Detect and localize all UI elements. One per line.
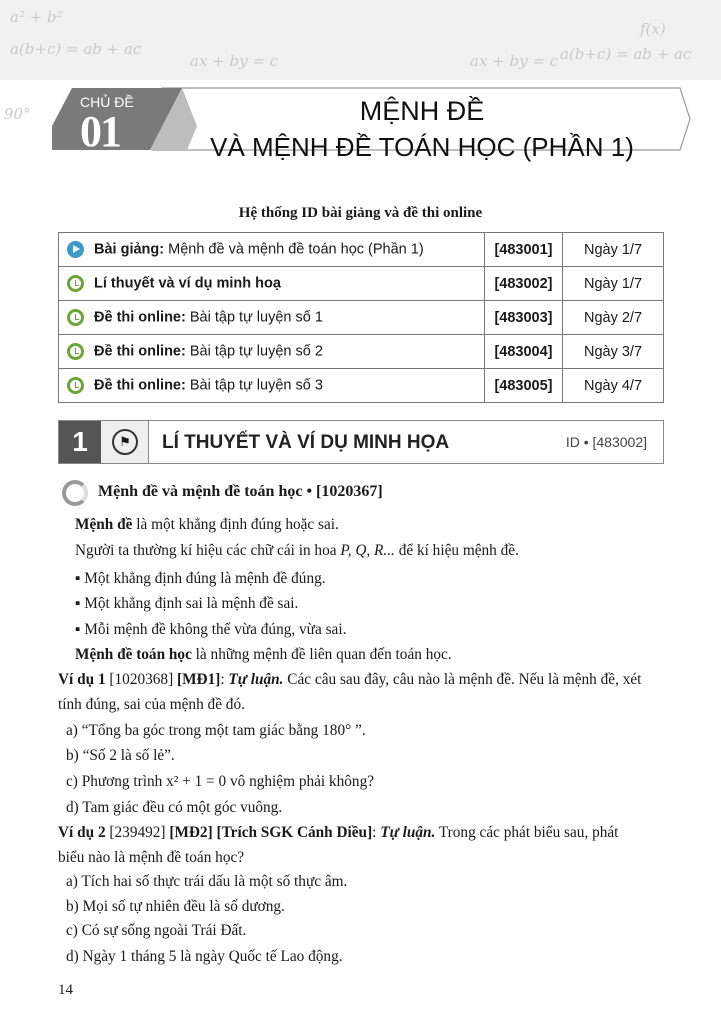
lesson-date: Ngày 1/7 (563, 267, 664, 301)
section-title: LÍ THUYẾT VÀ VÍ DỤ MINH HỌA (162, 432, 450, 453)
page-title-line2: VÀ MỆNH ĐỀ TOÁN HỌC (PHẦN 1) (210, 132, 634, 162)
page-number: 14 (58, 982, 73, 998)
bullet-item: ▪ Một khẳng định đúng là mệnh đề đúng. (75, 570, 326, 587)
doodle: 90° (4, 105, 31, 123)
topic-label: CHỦ ĐỀ (80, 94, 134, 110)
map-pin-icon: ⚑ (112, 429, 138, 455)
section-number: 1 (59, 421, 101, 463)
lesson-cell[interactable] (59, 301, 485, 335)
doodle: a(b+c) = ab + ac (560, 45, 692, 63)
section-header (58, 420, 664, 464)
label: Ví dụ 2 (58, 824, 106, 841)
section-id: ID • [483002] (565, 434, 647, 450)
topic-number: 01 (80, 107, 120, 156)
text: là một khẳng định đúng hoặc sai. (132, 516, 339, 533)
lesson-date: Ngày 2/7 (563, 301, 664, 335)
lesson-date: Ngày 4/7 (563, 369, 664, 403)
paragraph (75, 542, 519, 560)
example-item: d) Ngày 1 tháng 5 là ngày Quốc tế Lao động. (66, 948, 343, 965)
table-row[interactable] (59, 267, 664, 301)
text: Trong các phát biểu sau, phát (435, 824, 619, 841)
lesson-label: Bài tập tự luyện số 2 (185, 343, 323, 360)
subsection-title: Mệnh đề và mệnh đề toán học • [1020367] (98, 483, 383, 500)
lesson-id: [483005] (485, 369, 563, 403)
example-item: b) “Số 2 là số lẻ”. (66, 747, 175, 764)
example-2-header (58, 824, 618, 842)
lesson-id: [483004] (485, 335, 563, 369)
text: Một khẳng định sai là mệnh đề sai. (84, 595, 299, 612)
chapter-banner (52, 86, 692, 162)
example-item: a) “Tổng ba góc trong một tam giác bằng 180° ”. (66, 722, 366, 739)
lesson-label-bold: Lí thuyết và ví dụ minh hoạ (94, 275, 281, 292)
section-icon-cell (101, 421, 149, 463)
text: Các câu sau đây, câu nào là mệnh đề. Nếu là mệnh đề, xét (283, 671, 642, 688)
text: Một khẳng định đúng là mệnh đề đúng. (84, 570, 326, 587)
term: Mệnh đề toán học (75, 646, 192, 663)
type: Tự luận. (380, 824, 436, 841)
lesson-label-bold: Đề thi online: (94, 309, 186, 326)
lesson-id: [483001] (485, 233, 563, 267)
example-1-header (58, 671, 641, 689)
level: [MĐ2] [Trích SGK Cánh Diều] (169, 824, 373, 841)
text: là những mệnh đề liên quan đến toán học. (191, 646, 452, 663)
text: biểu nào là mệnh đề toán học? (58, 849, 245, 866)
clock-icon (67, 309, 84, 326)
document-icon (62, 480, 88, 506)
example-item: b) Mọi số tự nhiên đều là số dương. (66, 898, 285, 915)
sep: : (220, 671, 229, 688)
paragraph (75, 516, 339, 534)
table-row[interactable] (59, 301, 664, 335)
table-row[interactable] (59, 369, 664, 403)
lesson-label-bold: Đề thi online: (94, 377, 186, 394)
lesson-cell[interactable] (59, 335, 485, 369)
table-row[interactable] (59, 335, 664, 369)
text: để kí hiệu mệnh đề. (394, 542, 519, 559)
lesson-cell[interactable] (59, 369, 485, 403)
label: Ví dụ 1 (58, 671, 106, 688)
bullet-item: ▪ Mỗi mệnh đề không thể vừa đúng, vừa sai. (75, 621, 347, 638)
clock-icon (67, 343, 84, 360)
example-item: a) Tích hai số thực trái dấu là một số thực âm. (66, 873, 348, 890)
sep: : (372, 824, 381, 841)
play-icon (67, 241, 84, 258)
text: Người ta thường kí hiệu các chữ cái in hoa (75, 542, 341, 559)
id: [1020368] (105, 671, 177, 688)
text: tính đúng, sai của mệnh đề đó. (58, 696, 245, 713)
example-item: c) Có sự sống ngoài Trái Đất. (66, 922, 247, 939)
math: P, Q, R... (340, 542, 395, 559)
clock-icon (67, 275, 84, 292)
example-item: d) Tam giác đều có một góc vuông. (66, 799, 283, 816)
term: Mệnh đề (75, 516, 133, 533)
table-title: Hệ thống ID bài giảng và đề thi online (238, 205, 483, 221)
doodle: a(b+c) = ab + ac (10, 40, 142, 58)
example-item: c) Phương trình x² + 1 = 0 vô nghiệm phải không? (66, 773, 375, 790)
lesson-id: [483003] (485, 301, 563, 335)
lesson-date: Ngày 1/7 (563, 233, 664, 267)
doodle: f(x) (640, 20, 666, 38)
lesson-label-bold: Bài giảng: (94, 241, 165, 258)
type: Tự luận. (228, 671, 284, 688)
doodle: ax + by = c (190, 52, 279, 70)
doodle: a² + b² (10, 8, 63, 26)
lesson-label: Bài tập tự luyện số 3 (185, 377, 323, 394)
clock-icon (67, 377, 84, 394)
id: [239492] (105, 824, 170, 841)
lesson-cell[interactable] (59, 267, 485, 301)
page-title-line1: MỆNH ĐỀ (359, 96, 485, 126)
doodle: ax + by = c (470, 52, 559, 70)
table-row[interactable] (59, 233, 664, 267)
lesson-label-bold: Đề thi online: (94, 343, 186, 360)
level: [MĐ1] (177, 671, 221, 688)
lesson-id: [483002] (485, 267, 563, 301)
lesson-label: Bài tập tự luyện số 1 (185, 309, 323, 326)
paragraph (75, 646, 452, 664)
lesson-cell[interactable] (59, 233, 485, 267)
text: Mỗi mệnh đề không thể vừa đúng, vừa sai. (84, 621, 347, 638)
lesson-label: Mệnh đề và mệnh đề toán học (Phần 1) (164, 241, 424, 258)
bullet-item: ▪ Một khẳng định sai là mệnh đề sai. (75, 595, 299, 612)
lesson-id-table (58, 232, 664, 403)
decorative-header-background (0, 0, 721, 80)
lesson-date: Ngày 3/7 (563, 335, 664, 369)
